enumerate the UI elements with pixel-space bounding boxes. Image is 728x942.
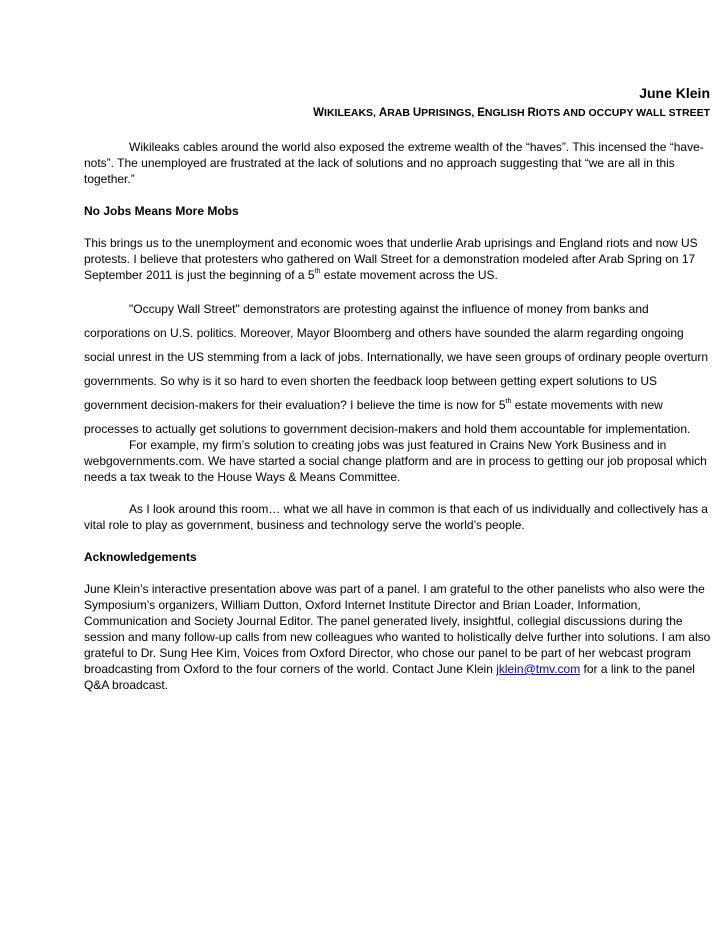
paragraph-example: For example, my firm’s solution to creating jobs was just featured in Crains New York Business and in webgovernments.com. We have started a social change platform and are in process to getting our job proposal which needs a tax tweak to the House Ways & Means Committee.: [84, 438, 707, 484]
paragraph-room: As I look around this room… what we all have in common is that each of us individually and collectively has a vital role to play as government, business and technology serve the world’s people.: [84, 502, 708, 532]
paragraph-text: June Klein’s interactive presentation above was part of a panel. I am grateful to the other panelists who also were the Symposium’s organizers, William Dutton, Oxford Internet Institute Director and Brian Loader, Information, Communication and Society Journal Editor. The panel generated lively, insightful, collegial discussions during the session and many follow-up calls from new colleagues who wanted to holistically delve further into solutions. I am also grateful to Dr. Sung Hee Kim, Voices from Oxford Director, who chose our panel to be part of her webcast program broadcasting from Oxford to the four corners of the world. Contact June Klein: [84, 582, 711, 676]
author-name: June Klein: [639, 85, 710, 101]
paragraph-text: estate movements with new processes to actually get solutions to government decision-makers and hold them accountable for implementation.: [84, 398, 691, 436]
document-subtitle: [313, 107, 710, 119]
subtitle-initial: W: [313, 107, 325, 119]
paragraph-text: This brings us to the unemployment and economic woes that underlie Arab uprisings and England riots and now US protests. I believe that protesters who gathered on Wall Street for a demonstration modeled after Arab Spring on 17 September 2011 is just the beginning of a 5: [84, 236, 698, 282]
subtitle-rest: IKILEAKS,: [324, 107, 379, 119]
email-link[interactable]: jklein@tmv.com: [496, 662, 581, 676]
subtitle-initial: R: [527, 107, 536, 119]
subtitle-initial: U: [412, 107, 422, 119]
heading-no-jobs: No Jobs Means More Mobs: [84, 204, 239, 218]
superscript: th: [314, 268, 321, 275]
heading-acknowledgements: Acknowledgements: [84, 550, 197, 564]
paragraph-acknowledgements: [84, 581, 712, 693]
paragraph-text: "Occupy Wall Street" demonstrators are protesting against the influence of money from banks and corporations on U.S. politics. Moreover, Mayor Bloomberg and others have sounded the alarm regarding ongoing social unrest in the US stemming from a lack of jobs. Internationally, we have seen groups of ordinary people overturn governments. So why is it so hard to even shorten the feedback loop between getting expert solutions to US government decision-makers for their evaluation? I believe the time is now for 5: [84, 302, 709, 412]
subtitle-rest: IOTS AND OCCUPY WALL STREET: [535, 107, 710, 119]
subtitle-rest: NGLISH: [484, 107, 528, 119]
paragraph-unemployment: [84, 235, 712, 283]
superscript: th: [505, 398, 512, 405]
subtitle-initial: A: [378, 107, 388, 119]
subtitle-rest: RAB: [387, 107, 413, 119]
paragraph-text: estate movement across the US.: [320, 268, 498, 282]
subtitle-rest: PRISINGS,: [421, 107, 478, 119]
subtitle-initial: E: [477, 107, 485, 119]
paragraph-occupy-wall-street: [84, 297, 712, 441]
paragraph-wikileaks: Wikileaks cables around the world also exposed the extreme wealth of the “haves”. This incensed the “have-nots”. The unemployed are frustrated at the lack of solutions and no approach suggesting that “we are all in this together.”: [84, 140, 704, 186]
paragraph-text: for a link to the panel Q&A broadcast.: [84, 662, 695, 692]
